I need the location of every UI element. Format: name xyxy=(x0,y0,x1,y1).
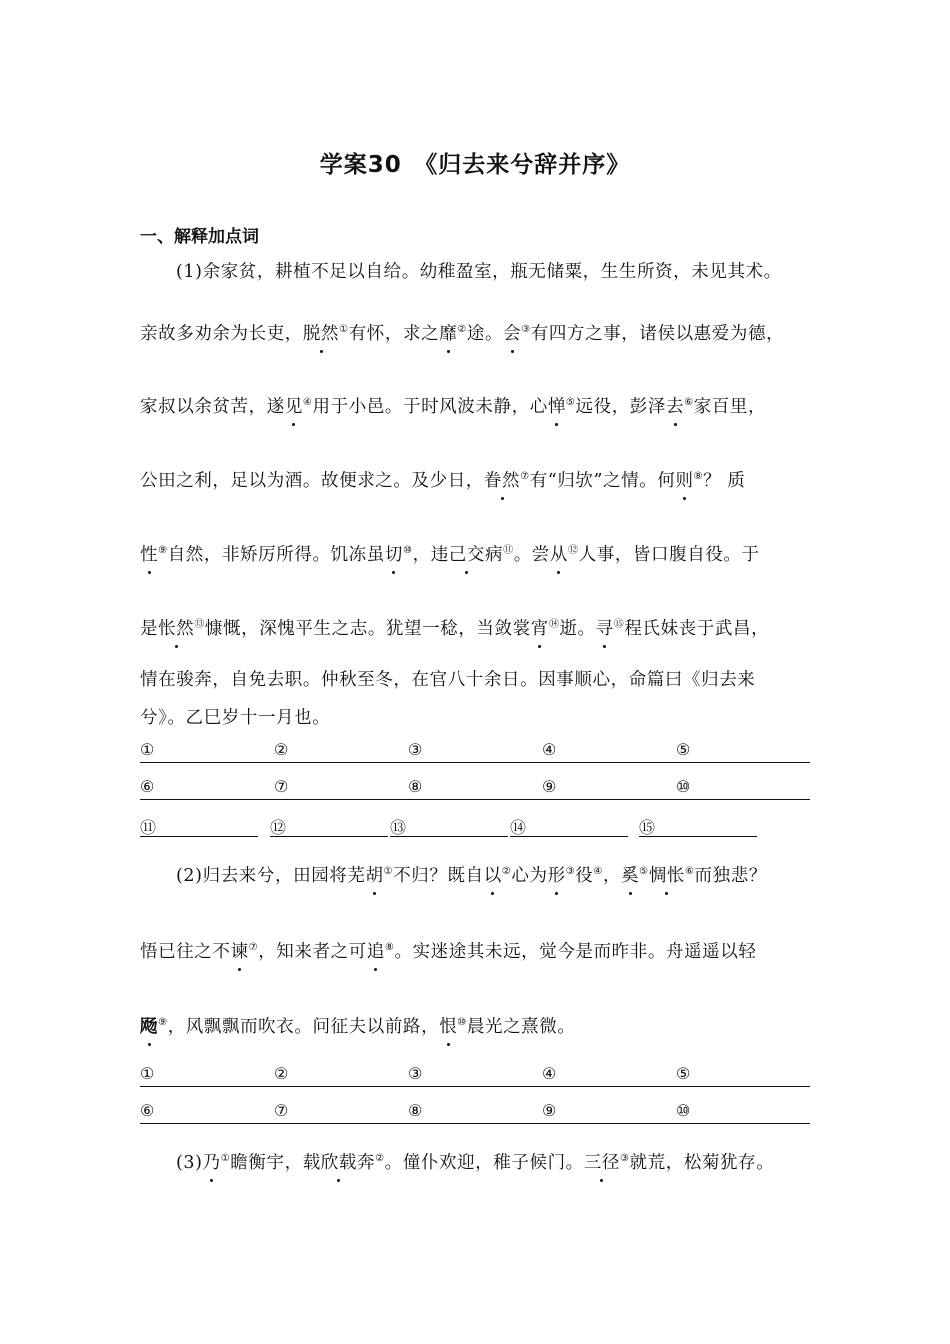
para2-line3: 飏⑨，风飘飘而吹衣。问征夫以前路，恨⑩晨光之熹微。 xyxy=(140,1017,576,1037)
para2-line2: 悟已往之不谏⑦，知来者之可追⑧。实迷途其未远，觉今是而昨非。舟遥遥以轻 xyxy=(140,942,757,962)
para3-line1: (3)乃①瞻衡宇，载欣载奔②。僮仆欢迎，稚子候门。三径③就荒，松菊犹存。 xyxy=(176,1153,775,1173)
para1-line1: (1)余家贫，耕植不足以自给。幼稚盈室，瓶无储粟，生生所资，未见其术。 xyxy=(176,262,782,282)
para1-line5: 性⑨自然，非矫厉所得。饥冻虽切⑩，违己交病⑪。尝从⑫人事，皆口腹自役。于 xyxy=(140,545,760,565)
answer-blanks-row: ⑥ ⑦ ⑧ ⑨ ⑩ xyxy=(140,1101,810,1124)
section-heading: 一、解释加点词 xyxy=(140,227,259,247)
para1-line6: 是怅然⑬慷慨，深愧平生之志。犹望一稔，当敛裳宵⑭逝。寻⑮程氏妹丧于武昌， xyxy=(140,619,770,639)
answer-blanks-row: ① ② ③ ④ ⑤ xyxy=(140,740,810,763)
para1-line3: 家叔以余贫苦，遂见④用于小邑。于时风波未静，心惮⑤远役，彭泽去⑥家百里， xyxy=(140,397,767,417)
answer-blanks-row: ⑥ ⑦ ⑧ ⑨ ⑩ xyxy=(140,777,810,800)
page-title: 学案30 《归去来兮辞并序》 xyxy=(319,152,631,178)
para2-line1: (2)归去来兮，田园将芜胡①不归？既自以②心为形③役④，奚⑤惆怅⑥而独悲？ xyxy=(176,866,767,886)
para1-line2: 亲故多劝余为长吏，脱然①有怀，求之靡②途。会③有四方之事，诸侯以惠爱为德， xyxy=(140,324,785,344)
answer-blanks-row: ⑪ ⑫ ⑬ ⑭ ⑮ xyxy=(140,815,760,837)
para1-line7: 情在骏奔，自免去职。仲秋至冬，在官八十余日。因事顺心，命篇曰《归去来 xyxy=(140,670,756,690)
para1-line4: 公田之利，足以为酒。故便求之。及少日，眷然⑦有“归欤”之情。何则⑧？ 质 xyxy=(140,471,746,491)
answer-blanks-row: ① ② ③ ④ ⑤ xyxy=(140,1064,810,1087)
para1-line8: 兮》。乙巳岁十一月也。 xyxy=(140,708,331,728)
